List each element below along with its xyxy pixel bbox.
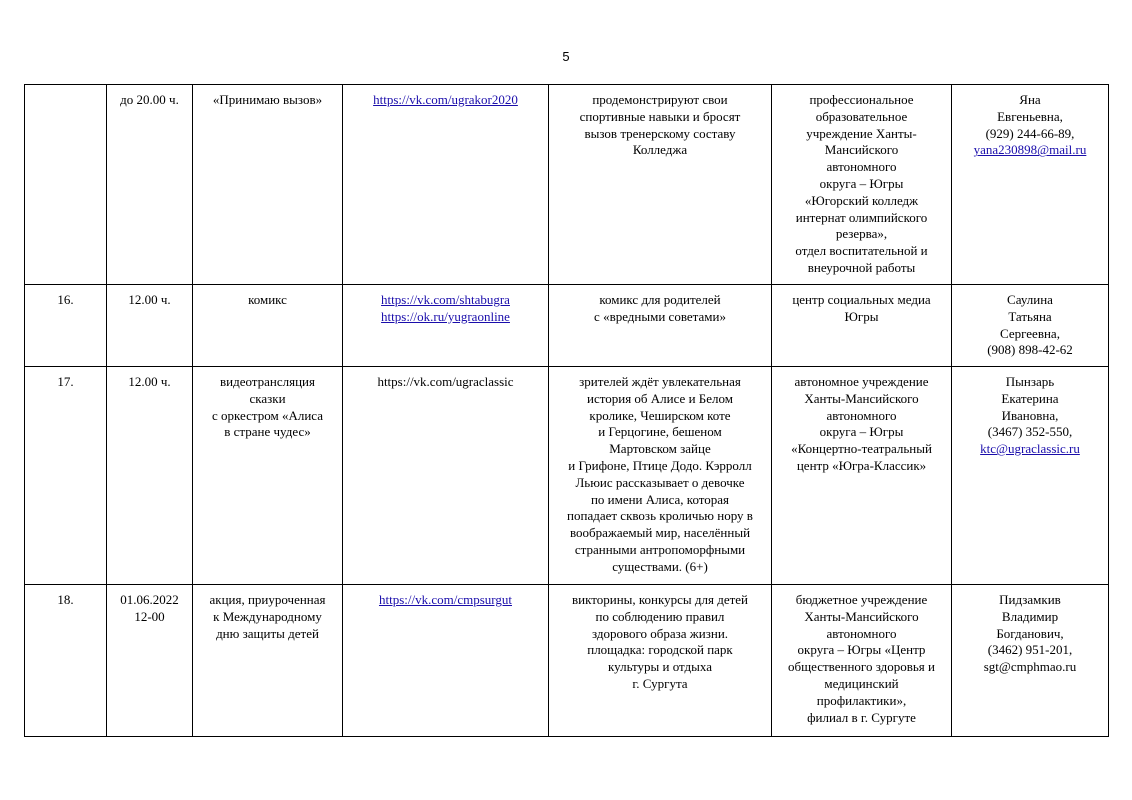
row-number-cell: 18. (25, 585, 107, 737)
time-cell: до 20.00 ч. (107, 85, 193, 285)
resource-link[interactable]: https://vk.com/ugrakor2020 (373, 92, 518, 107)
contact-email-link[interactable]: yana230898@mail.ru (973, 142, 1087, 158)
links-cell (343, 367, 549, 585)
event-cell: видеотрансляция сказки с оркестром «Алиса в стране чудес» (193, 367, 343, 585)
organizer-cell: бюджетное учреждение Ханты-Мансийского автономного округа – Югры «Центр общественного здоровья и медицинский профилактики», филиал в г. Сургуте (772, 585, 952, 737)
resource-link: https://vk.com/ugraclassic (377, 374, 514, 389)
links-cell (343, 285, 549, 367)
event-cell: комикс (193, 285, 343, 367)
events-table (24, 84, 1109, 737)
contact-cell (952, 585, 1109, 737)
table-row (25, 85, 1109, 285)
resource-link[interactable]: https://vk.com/shtabugra (381, 292, 510, 307)
resource-link[interactable]: https://vk.com/cmpsurgut (378, 592, 512, 607)
links-cell (343, 585, 549, 737)
contact-person: Саулина Татьяна Сергеевна, (908) 898-42-62 (987, 292, 1073, 358)
description-cell: викторины, конкурсы для детей по соблюдению правил здорового образа жизни. площадка: городской парк культуры и отдыха г. Сургута (549, 585, 772, 737)
table-row (25, 585, 1109, 737)
organizer-cell: профессиональное образовательное учреждение Ханты- Мансийского автономного округа – Югры «Югорский колледж интернат олимпийского резерва», отдел воспитательной и внеурочной работы (772, 85, 952, 285)
table-row (25, 285, 1109, 367)
resource-link[interactable]: https://ok.ru/yugraonline (381, 308, 510, 324)
row-number-cell: 17. (25, 367, 107, 585)
time-cell: 01.06.2022 12-00 (107, 585, 193, 737)
contact-person: Пидзамкив Владимир Богданович, (3462) 951-201, sgt@cmphmao.ru (983, 592, 1077, 675)
page-number: 5 (562, 49, 570, 64)
contact-cell (952, 85, 1109, 285)
row-number-cell (25, 85, 107, 285)
table-row (25, 367, 1109, 585)
description-cell: зрителей ждёт увлекательная история об Алисе и Белом кролике, Чеширском коте и Герцогине, бешеном Мартовском зайце и Грифоне, Птице Додо. Кэрролл Льюис рассказывает о девочке по имени Алиса, которая попадает сквозь кроличью нору в воображаемый мир, населённый странными антропоморфными существами. (6+) (549, 367, 772, 585)
contact-person: Пынзарь Екатерина Ивановна, (3467) 352-550, (987, 374, 1073, 440)
contact-cell (952, 367, 1109, 585)
event-cell: «Принимаю вызов» (193, 85, 343, 285)
description-cell: продемонстрируют свои спортивные навыки и бросят вызов тренерскому составу Колледжа (549, 85, 772, 285)
contact-person: Яна Евгеньевна, (929) 244-66-89, (985, 92, 1075, 141)
time-cell: 12.00 ч. (107, 285, 193, 367)
event-cell: акция, приуроченная к Международному дню защиты детей (193, 585, 343, 737)
organizer-cell: автономное учреждение Ханты-Мансийского автономного округа – Югры «Концертно-театральный центр «Югра-Классик» (772, 367, 952, 585)
contact-cell (952, 285, 1109, 367)
links-cell (343, 85, 549, 285)
contact-email-link[interactable]: ktc@ugraclassic.ru (980, 441, 1080, 457)
organizer-cell: центр социальных медиа Югры (772, 285, 952, 367)
row-number-cell: 16. (25, 285, 107, 367)
description-cell: комикс для родителей с «вредными советами» (549, 285, 772, 367)
time-cell: 12.00 ч. (107, 367, 193, 585)
